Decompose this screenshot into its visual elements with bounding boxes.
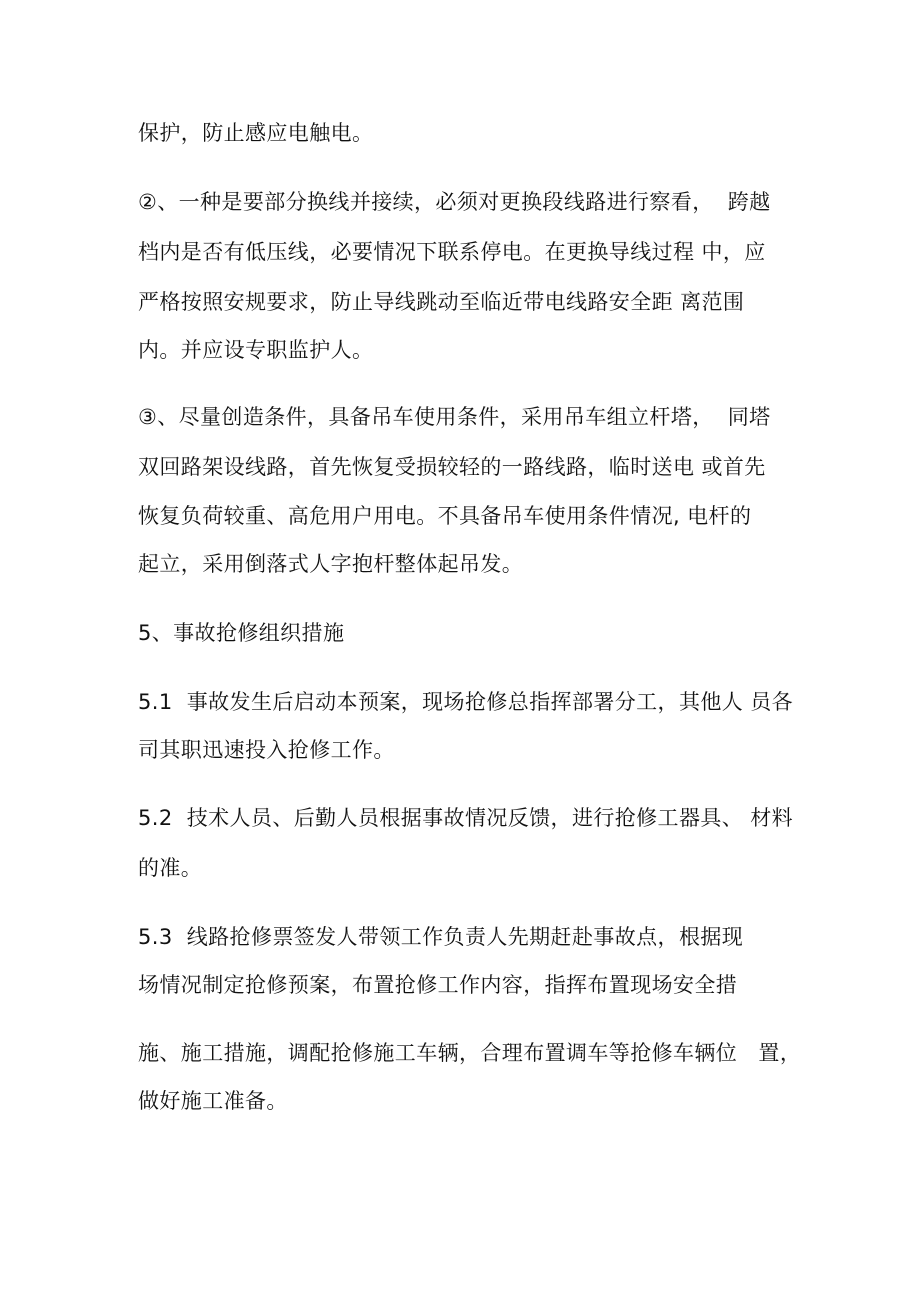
text-line: ③、尽量创造条件，具备吊车使用条件，采用吊车组立杆塔， 同塔 — [138, 405, 771, 429]
text-line: 保护，防止感应电触电。 — [138, 121, 374, 145]
text-line: 的准。 — [138, 856, 203, 880]
text-line: 内。并应设专职监护人。 — [138, 338, 374, 362]
text-line: 做好施工准备。 — [138, 1089, 288, 1113]
text-line: 司其职迅速投入抢修工作。 — [138, 738, 395, 762]
text-line: 起立，采用倒落式人字抱杆整体起吊发。 — [138, 552, 524, 576]
text-line: 5.2 技术人员、后勤人员根据事故情况反馈，进行抢修工器具、 材料 — [138, 806, 794, 830]
section-heading: 5、事故抢修组织措施 — [138, 621, 345, 645]
text-line: 档内是否有低压线，必要情况下联系停电。在更换导线过程 中，应 — [138, 240, 766, 264]
text-line: 施、施工措施，调配抢修施工车辆，合理布置调车等抢修车辆位 置， — [138, 1041, 802, 1065]
text-line: 严格按照安规要求，防止导线跳动至临近带电线路安全距 离范围 — [138, 290, 745, 314]
text-line: 场情况制定抢修预案，布置抢修工作内容，指挥布置现场安全措 — [138, 973, 738, 997]
text-line: 恢复负荷较重、高危用户用电。不具备吊车使用条件情况, 电杆的 — [138, 504, 752, 528]
text-line: 5.3 线路抢修票签发人带领工作负责人先期赶赴事故点，根据现 — [138, 925, 744, 949]
text-line: 双回路架设线路，首先恢复受损较轻的一路线路，临时送电 或首先 — [138, 455, 766, 479]
text-line: 5.1 事故发生后启动本预案，现场抢修总指挥部署分工，其他人 员各 — [138, 690, 794, 714]
text-line: ②、一种是要部分换线并接续，必须对更换段线路进行察看， 跨越 — [138, 190, 771, 214]
